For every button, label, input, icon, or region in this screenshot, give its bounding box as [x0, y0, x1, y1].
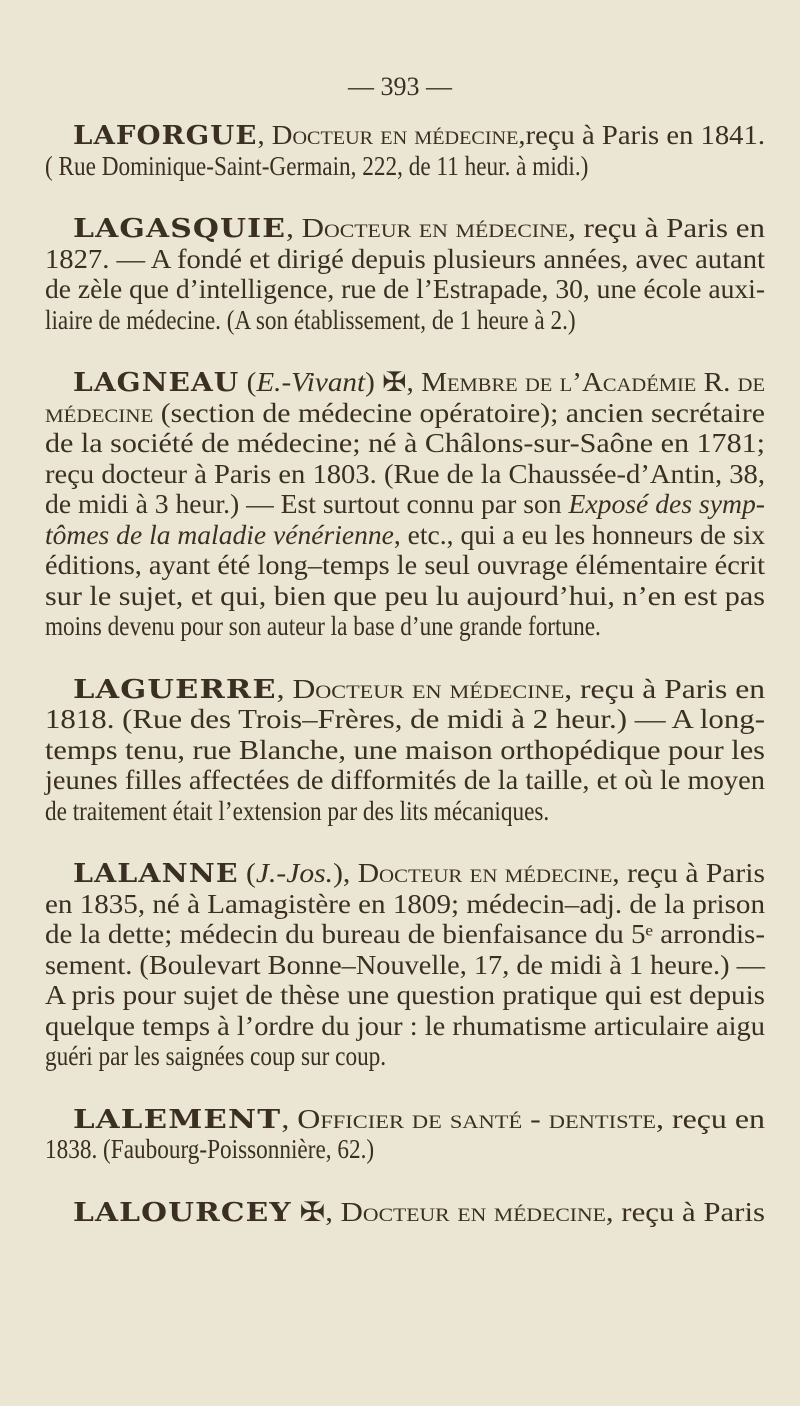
line-content: [73, 367, 765, 399]
line-content: [45, 550, 765, 581]
italic-text: tômes de la maladie vénérienne: [45, 519, 394, 550]
line-content: [45, 398, 765, 429]
entry-name: LALEMENT: [73, 1104, 282, 1135]
text-line: [45, 858, 765, 889]
entry-name: LAGASQUIE: [73, 214, 287, 244]
line-content: [45, 1041, 386, 1072]
line-content: [45, 796, 549, 827]
body-text: jeunes filles affectées de difformités de la taille, et où le moyen: [45, 765, 765, 795]
title-small-caps: médecine: [45, 397, 154, 428]
italic-text: J.-Jos.: [255, 858, 334, 888]
line-content: [45, 704, 765, 735]
line-content: [73, 213, 765, 245]
text-line: [45, 428, 765, 459]
line-content: [45, 244, 765, 275]
line-content: [73, 858, 765, 890]
line-content: [45, 1011, 765, 1042]
body-text: ),: [333, 858, 358, 888]
body-text: , reçu à Paris: [605, 1196, 765, 1227]
text-line: [45, 980, 765, 1011]
body-text: (: [238, 858, 256, 888]
title-small-caps: Docteur en médecine: [340, 1196, 606, 1227]
body-text: , etc., qui a eu les honneurs de six: [393, 519, 766, 550]
text-line: [45, 889, 765, 920]
body-text: ,: [286, 213, 302, 243]
line-content: [45, 274, 765, 305]
text-line: [45, 244, 765, 275]
dictionary-entry: [45, 367, 765, 642]
text-line: [45, 950, 765, 981]
line-content: [45, 735, 765, 766]
line-content: [73, 1104, 765, 1136]
italic-text: Exposé des symp-: [568, 489, 765, 519]
dictionary-entry: [45, 1197, 765, 1228]
text-line: [45, 367, 765, 398]
line-content: [73, 120, 765, 152]
line-content: [45, 980, 765, 1011]
body-text: ,reçu à Paris en 1841.: [518, 120, 765, 150]
line-content: [45, 765, 765, 796]
text-line: [45, 581, 765, 612]
line-content: [45, 611, 601, 642]
body-text: (section de médecine opératoire); ancien secrétaire: [153, 397, 766, 428]
text-line: [45, 1041, 765, 1072]
line-content: [45, 1134, 374, 1165]
text-line: [45, 274, 765, 305]
body-text: ✠,: [291, 1196, 341, 1227]
entry-name: LAGUERRE: [73, 674, 277, 705]
body-text: 1827. — A fondé et dirigé depuis plusieurs années, avec autant: [45, 243, 765, 274]
body-text: moins devenu pour son auteur la base d’une grande fortune.: [45, 611, 601, 641]
text-line: [45, 796, 765, 827]
body-text: ,: [257, 120, 272, 150]
title-small-caps: Docteur en médecine: [301, 213, 569, 243]
line-content: [45, 950, 765, 981]
dictionary-entry: [45, 213, 765, 335]
line-content: [45, 459, 765, 490]
text-line: [45, 704, 765, 735]
text-line: [45, 120, 765, 151]
italic-text: E.-Vivant: [256, 367, 366, 397]
text-line: [45, 489, 765, 520]
body-text: de zèle que d’intelligence, rue de l’Estrapade, 30, une école auxi-: [45, 274, 766, 304]
body-text: , reçu en: [656, 1103, 765, 1134]
page-text: [45, 120, 765, 1259]
line-content: [45, 489, 765, 520]
title-small-caps: Docteur en médecine: [271, 120, 519, 150]
body-text: guéri par les saignées coup sur coup.: [45, 1041, 387, 1071]
body-text: éditions, ayant été long–temps le seul ouvrage élémentaire écrit: [45, 550, 765, 580]
entry-name: LALOURCEY: [73, 1197, 292, 1228]
body-text: 1838. (Faubourg-Poissonnière, 62.): [45, 1134, 375, 1164]
body-text: sement. (Boulevart Bonne–Nouvelle, 17, de midi à 1 heure.) —: [45, 949, 765, 980]
text-line: [45, 1104, 765, 1135]
body-text: liaire de médecine. (A son établissement, de 1 heure à 2.): [45, 304, 576, 335]
body-text: temps tenu, rue Blanche, une maison orthopédique pour les: [45, 734, 765, 765]
dictionary-entry: [45, 1104, 765, 1165]
text-line: [45, 1134, 765, 1165]
body-text: , reçu à Paris en: [564, 673, 765, 704]
entry-name: LAGNEAU: [73, 368, 240, 398]
body-text: de la société de médecine; né à Châlons-sur-Saône en 1781;: [45, 428, 765, 458]
body-text: reçu docteur à Paris en 1803. (Rue de la Chaussée-d’Antin, 38,: [45, 458, 765, 489]
text-line: [45, 611, 765, 642]
body-text: de traitement était l’extension par des lits mécaniques.: [45, 795, 550, 826]
line-content: [45, 305, 576, 336]
line-content: [73, 1197, 765, 1229]
text-line: [45, 459, 765, 490]
body-text: de la dette; médecin du bureau de bienfaisance du 5ᵉ arrondis-: [45, 919, 765, 949]
title-small-caps: Docteur en médecine: [292, 673, 565, 704]
text-line: [45, 213, 765, 244]
body-text: (: [239, 367, 257, 397]
line-content: [45, 581, 765, 612]
text-line: [45, 1011, 765, 1042]
line-content: [45, 428, 765, 459]
text-line: [45, 550, 765, 581]
line-content: [45, 151, 588, 182]
text-line: [45, 674, 765, 705]
body-text: en 1835, né à Lamagistère en 1809; médecin–adj. de la prison: [45, 888, 765, 919]
body-text: ( Rue Dominique-Saint-Germain, 222, de 11 heur. à midi.): [45, 150, 589, 181]
dictionary-entry: [45, 674, 765, 827]
text-line: [45, 919, 765, 950]
body-text: ,: [281, 1103, 298, 1134]
title-small-caps: Membre de l’Académie R. de: [421, 367, 765, 397]
text-line: [45, 151, 765, 182]
entry-name: LALANNE: [73, 859, 239, 889]
line-content: [45, 889, 765, 920]
line-content: [45, 919, 765, 950]
dictionary-entry: [45, 120, 765, 181]
body-text: ,: [276, 673, 293, 704]
text-line: [45, 398, 765, 429]
body-text: de midi à 3 heur.) — Est surtout connu par son: [45, 489, 569, 519]
title-small-caps: Docteur en médecine: [357, 858, 613, 888]
page-number: — 393 —: [348, 72, 452, 101]
body-text: A pris pour sujet de thèse une question pratique qui est depuis: [45, 980, 765, 1010]
line-content: [45, 520, 765, 551]
title-small-caps: Officier de santé - dentiste: [297, 1103, 657, 1134]
body-text: sur le sujet, et qui, bien que peu lu aujourd’hui, n’en est pas: [45, 580, 765, 611]
body-text: , reçu à Paris: [612, 858, 765, 888]
line-content: [73, 674, 765, 706]
dictionary-entry: [45, 858, 765, 1072]
text-line: [45, 765, 765, 796]
body-text: quelque temps à l’ordre du jour : le rhumatisme articulaire aigu: [45, 1010, 766, 1041]
text-line: [45, 1197, 765, 1228]
text-line: [45, 305, 765, 336]
body-text: ) ✠,: [365, 367, 422, 397]
entry-name: LAFORGUE: [73, 121, 258, 151]
text-line: [45, 520, 765, 551]
text-line: [45, 735, 765, 766]
body-text: 1818. (Rue des Trois–Frères, de midi à 2 heur.) — A long-: [45, 704, 765, 734]
body-text: , reçu à Paris en: [568, 213, 765, 243]
